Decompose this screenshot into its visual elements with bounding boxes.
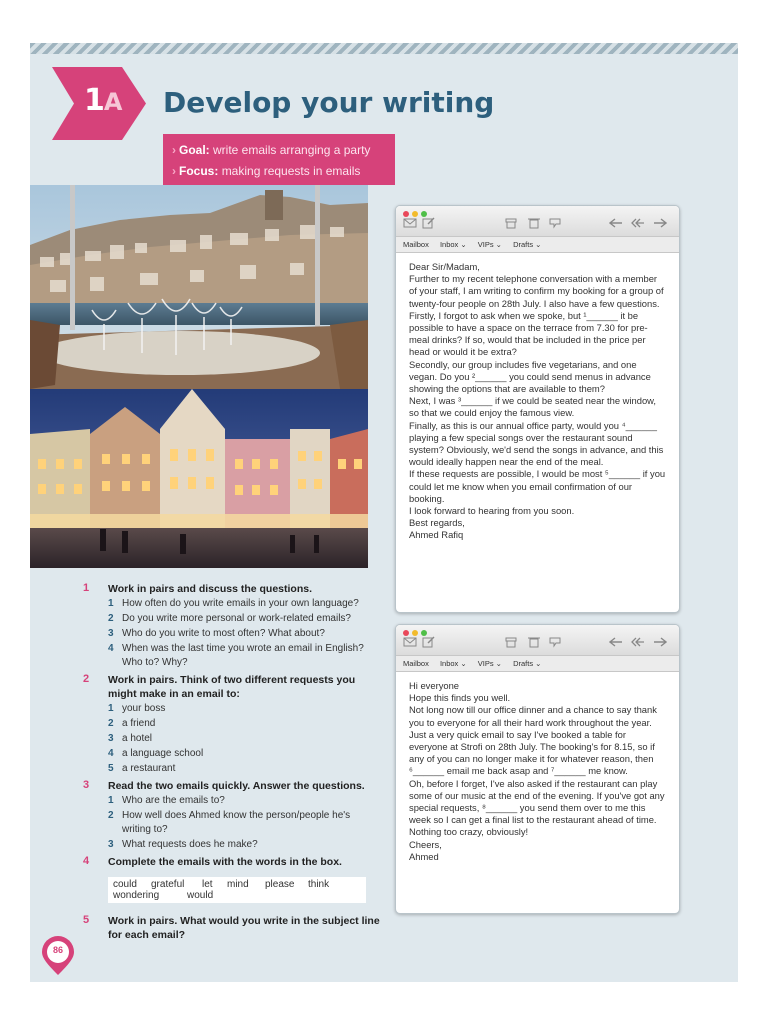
sub-question: 1 your boss xyxy=(108,703,166,714)
email-body xyxy=(396,253,679,542)
inbox-menu[interactable]: Inbox ⌄ xyxy=(439,240,467,249)
sub-question: 1 Who are the emails to? xyxy=(108,795,225,806)
word-box-item: grateful xyxy=(151,879,185,890)
page-number: 86 xyxy=(52,945,63,955)
sub-question: 1 How often do you write emails in your own language? xyxy=(108,598,359,609)
mail-icon[interactable] xyxy=(403,217,417,229)
sub-question: 4 a language school xyxy=(108,748,204,759)
chevron-right-icon: › xyxy=(172,164,176,178)
mail-icon[interactable] xyxy=(403,636,417,648)
vips-menu[interactable]: VIPs ⌄ xyxy=(477,659,502,668)
task-question: Work in pairs. What would you write in the subject line for each email? xyxy=(108,915,380,941)
word-box-item: wondering xyxy=(113,890,160,901)
forward-icon[interactable] xyxy=(653,636,667,648)
task-question: Work in pairs. Think of two different requests you might make in an email to: xyxy=(108,674,356,700)
unit-label: 1A xyxy=(84,83,122,118)
reply-all-icon[interactable] xyxy=(631,636,645,648)
email-body xyxy=(396,672,679,863)
email-paragraph: Finally, as this is our annual office party, would you ⁴______ playing a few special songs over the restaurant sound system? Obviously, we'd send the songs in advance, and this would ideally happen near the end of the meal. xyxy=(409,419,664,468)
archive-icon[interactable] xyxy=(504,217,518,229)
email-paragraph: Just a very quick email to say I've booked a table for everyone at Strofi on 28th July. The booking's for 8.15, so if any of you can no longer make it for whatever reason, then ⁶______ email me back asap and ⁷______ me know. xyxy=(409,728,655,777)
email-paragraph: Next, I was ³______ if we could be seated near the window, so that we could enjoy the famous view. xyxy=(409,395,657,419)
task-list xyxy=(82,582,367,872)
reply-icon[interactable] xyxy=(609,636,623,648)
top-stripe xyxy=(30,43,738,54)
email-menu-bar xyxy=(396,237,679,253)
reply-icon[interactable] xyxy=(609,217,623,229)
compose-icon[interactable] xyxy=(422,217,436,229)
mailbox-menu[interactable]: Mailbox xyxy=(403,659,429,668)
email-paragraph: Not long now till our office dinner and a chance to say thank you to everyone for all their hard work throughout the year. xyxy=(409,704,657,728)
vips-menu[interactable]: VIPs ⌄ xyxy=(477,240,502,249)
mailbox-menu[interactable]: Mailbox xyxy=(403,240,429,249)
email-signoff: Best regards, xyxy=(409,517,465,529)
junk-icon[interactable] xyxy=(548,636,562,648)
email-paragraph: I look forward to hearing from you soon. xyxy=(409,505,575,517)
reply-all-icon[interactable] xyxy=(631,217,645,229)
word-box-item: mind xyxy=(227,879,249,890)
sub-question: 2 How well does Ahmed know the person/people he's writing to? xyxy=(108,810,351,835)
email-greeting: Hi everyone xyxy=(409,680,460,691)
page-title: Develop your writing xyxy=(163,86,495,119)
page-number-marker xyxy=(41,936,75,976)
email-signature: Ahmed xyxy=(409,850,439,862)
sub-question: 4 When was the last time you wrote an email in English? Who to? Why? xyxy=(108,643,364,668)
word-box xyxy=(108,877,366,903)
junk-icon[interactable] xyxy=(548,217,562,229)
task-question: Read the two emails quickly. Answer the questions. xyxy=(108,780,365,792)
sub-question: 2 Do you write more personal or work-related emails? xyxy=(108,613,351,624)
goal-line: › Goal: write emails arranging a party xyxy=(172,143,371,157)
task-3: 3 Read the two emails quickly. Answer the questions. 1 Who are the emails to? 2 How well does Ahmed know the person/people he's writing to? 3 What requests does he make? xyxy=(82,779,367,852)
email-menu-bar xyxy=(396,656,679,672)
sub-question: 3 What requests does he make? xyxy=(108,839,258,850)
trash-icon[interactable] xyxy=(527,636,541,648)
drafts-menu[interactable]: Drafts ⌄ xyxy=(513,659,542,668)
word-box-item: let xyxy=(202,879,213,890)
sub-question: 2 a friend xyxy=(108,718,156,729)
inbox-menu[interactable]: Inbox ⌄ xyxy=(439,659,467,668)
task-question: Complete the emails with the words in the box. xyxy=(108,856,342,868)
word-box-item: please xyxy=(265,879,295,890)
email-greeting: Dear Sir/Madam, xyxy=(409,261,480,272)
goal-box xyxy=(163,134,395,185)
sub-question: 5 a restaurant xyxy=(108,763,176,774)
email-paragraph: Further to my recent telephone conversation with a member of your staff, I am writing to confirm my booking for a group of twenty-four people on 28th July. I also have a few questions. Firstly, I forgot to ask when we spoke, but ¹______ it be possible to have a space on the terrace from 7.30 for pre-meal drinks? If so, would that be included in the price per head or would it be extra? xyxy=(409,273,664,358)
photo-old-town-square xyxy=(30,389,368,568)
task-4: 4 Complete the emails with the words in the box. xyxy=(82,855,367,869)
task-1: 1 Work in pairs and discuss the questions. 1 How often do you write emails in your own language? 2 Do you write more personal or work-related emails? 3 Who do you write to most often? What about? 4 When was the last time you wrote an email in English? Who to? Why? xyxy=(82,582,367,670)
word-box-item: would xyxy=(187,890,214,901)
email-window-1 xyxy=(395,205,680,613)
word-box-item: think xyxy=(308,879,330,890)
email-signoff: Cheers, xyxy=(409,838,442,850)
focus-line: › Focus: making requests in emails xyxy=(172,164,361,178)
email-paragraph: Oh, before I forget, I've also asked if the restaurant can play some of our music at the end of the evening. If you've got any special requests, ⁸______ you send them over to me this week so I can get a final list to the restaurant ahead of time. Nothing too crazy, obviously! xyxy=(409,777,665,838)
compose-icon[interactable] xyxy=(422,636,436,648)
task-5: 5 Work in pairs. What would you write in the subject line for each email? xyxy=(82,914,393,942)
email-paragraph: Hope this finds you well. xyxy=(409,692,511,704)
word-box-item: could xyxy=(113,879,137,890)
email-toolbar xyxy=(396,625,679,656)
email-window-2 xyxy=(395,624,680,914)
drafts-menu[interactable]: Drafts ⌄ xyxy=(513,240,542,249)
archive-icon[interactable] xyxy=(504,636,518,648)
task-2: 2 Work in pairs. Think of two different requests you might make in an email to: 1 your boss 2 a friend 3 a hotel 4 a language school 5 a restaurant xyxy=(82,673,367,776)
email-paragraph: Secondly, our group includes five vegetarians, and one vegan. Do you ²______ you could send menus in advance showing the options that are available to them? xyxy=(409,358,651,395)
email-signature: Ahmed Rafiq xyxy=(409,529,464,541)
sub-question: 3 Who do you write to most often? What about? xyxy=(108,628,325,639)
forward-icon[interactable] xyxy=(653,217,667,229)
email-toolbar xyxy=(396,206,679,237)
chevron-right-icon: › xyxy=(172,143,176,157)
task-question: Work in pairs and discuss the questions. xyxy=(108,583,313,595)
email-paragraph: If these requests are possible, I would be most ⁵______ if you could let me know when you email confirmation of our booking. xyxy=(409,468,666,504)
sub-question: 3 a hotel xyxy=(108,733,153,744)
photo-restaurant-terrace xyxy=(30,185,368,389)
trash-icon[interactable] xyxy=(527,217,541,229)
